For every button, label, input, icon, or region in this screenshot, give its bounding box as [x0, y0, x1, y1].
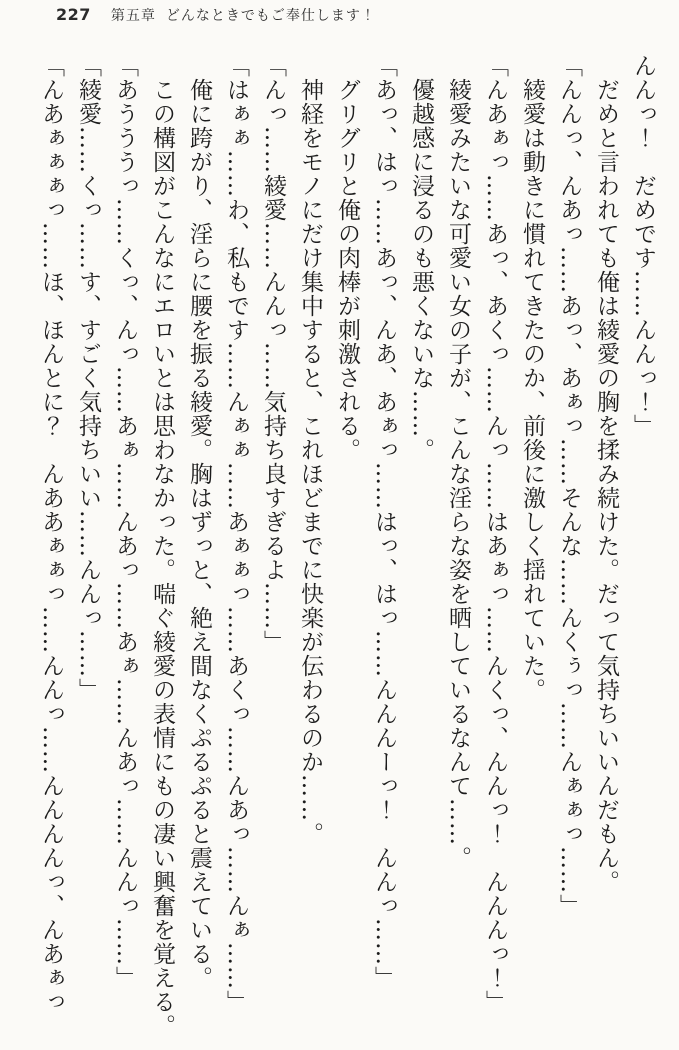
- page-body: [26, 54, 661, 1044]
- novel-paragraph: だめと言われても俺は綾愛の胸を揉み続けた。だって気持ちいいんだもん。: [593, 54, 619, 894]
- novel-paragraph: 「あっ、はっ……あっ、んあ、あぁっ……はっ、はっ……んんんーっ！ んんっ……」: [371, 54, 397, 990]
- page-number: 227: [56, 5, 91, 24]
- novel-paragraph: 神経をモノにだけ集中すると、これほどまでに快楽が伝わるのか……。: [297, 54, 323, 846]
- novel-paragraph: 「あうううっ……くっ、んっ……あぁ……んあっ……あぁ……んあっ……んんっ……」: [112, 54, 138, 990]
- novel-paragraph: 「んあぁぁぁっ……ほ、ほんとに？ んああぁぁっ……んんっ……んんんんっ、んあぁっ: [38, 54, 64, 1014]
- novel-paragraph: んんっ！ だめです……んんっ！」: [630, 54, 656, 438]
- page-header: [56, 5, 376, 25]
- novel-paragraph: 「んんっ、んあっ……あっ、あぁっ……そんな……んくぅっ……んぁぁっ……」: [556, 54, 582, 918]
- chapter-label: 第五章: [110, 8, 156, 24]
- chapter-title: どんなときでもご奉仕します！: [165, 8, 376, 24]
- novel-paragraph: 俺に跨がり、淫らに腰を振る綾愛。胸はずっと、絶え間なくぷるぷると震えている。: [186, 54, 212, 990]
- novel-paragraph: グリグリと俺の肉棒が刺激される。: [334, 54, 360, 462]
- novel-paragraph: 「んあぁっ……あっ、あくっ……んっ……はあぁっ……んくっ、んんっ！ んんんっ！」: [482, 54, 508, 1014]
- novel-paragraph: この構図がこんなにエロいとは思わなかった。喘ぐ綾愛の表情にもの凄い興奮を覚える。: [149, 54, 175, 1038]
- novel-paragraph: 「んっ……綾愛……んんっ……気持ち良すぎるよ……」: [260, 54, 286, 654]
- novel-paragraph: 綾愛みたいな可愛い女の子が、こんな淫らな姿を晒しているなんて……。: [445, 54, 471, 870]
- novel-paragraph: 優越感に浸るのも悪くないな……。: [408, 54, 434, 462]
- novel-paragraph: 綾愛は動きに慣れてきたのか、前後に激しく揺れていた。: [519, 54, 545, 702]
- novel-paragraph: 「綾愛……くっ……す、すごく気持ちいい……んんっ……」: [75, 54, 101, 702]
- novel-paragraph: 「はぁぁ……わ、私もです……んぁぁ……あぁぁっ……あくっ……んあっ……んぁ……」: [223, 54, 249, 1014]
